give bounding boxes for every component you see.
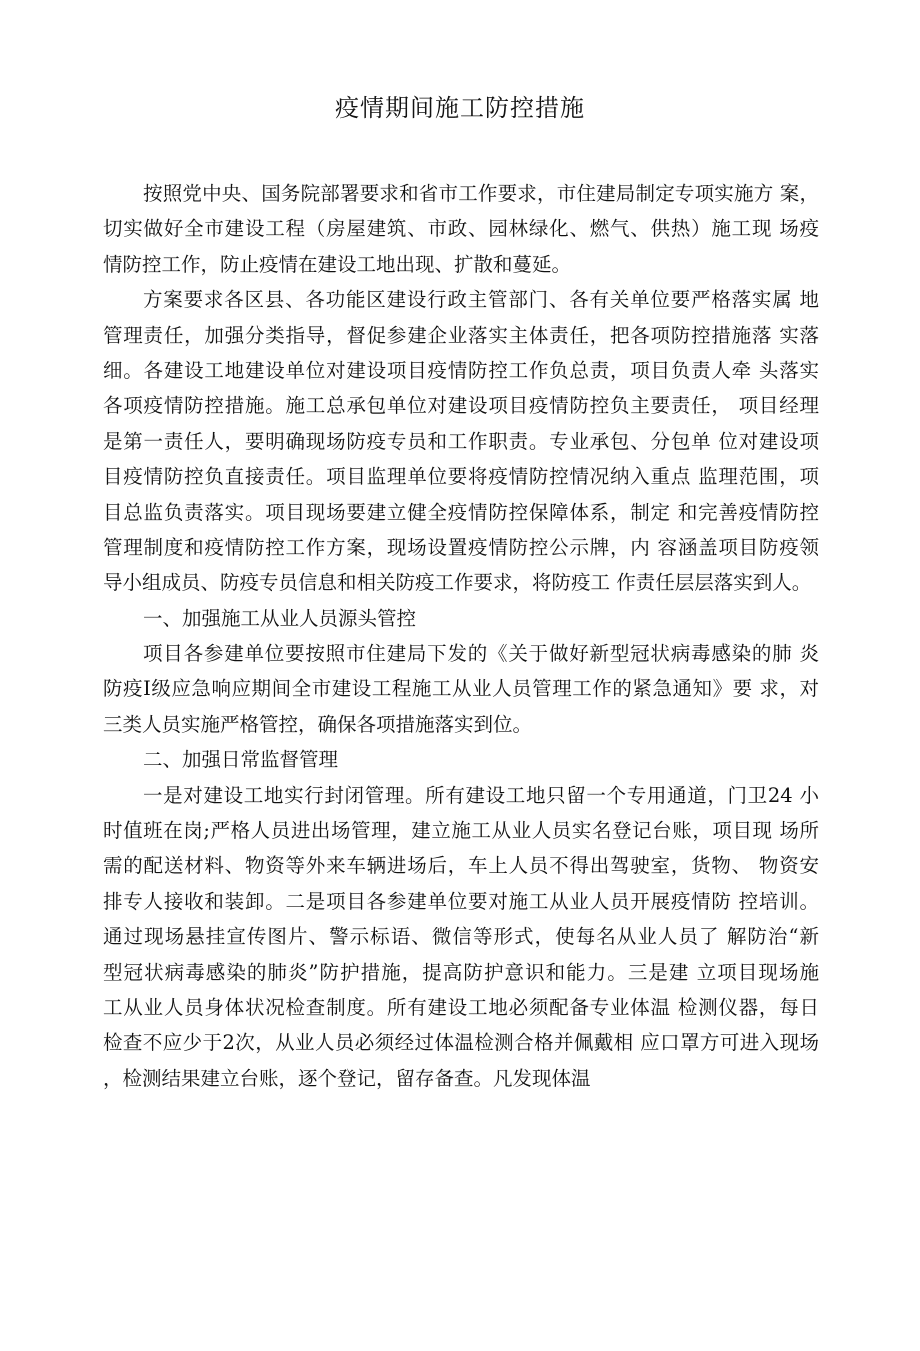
text-line: 通过现场悬挂宣传图片、警示标语、微信等形式，使每名从业人员了 解防治“新: [103, 925, 819, 949]
text-line: 是第一责任人，要明确现场防疫专员和工作职责。专业承包、分包单 位对建设项: [103, 429, 819, 453]
text-line: 工从业人员身体状况检查制度。所有建设工地必须配备专业体温 检测仪器，每日: [103, 995, 819, 1019]
text-line: 防疫I级应急响应期间全市建设工程施工从业人员管理工作的紧急通知》要 求，对: [103, 677, 819, 701]
text-line: 项目各参建单位要按照市住建局下发的《关于做好新型冠状病毒感染的肺 炎: [143, 642, 819, 666]
text-line: 情防控工作，防止疫情在建设工地出现、扩散和蔓延。: [103, 252, 572, 276]
text-line: 三类人员实施严格管控，确保各项措施落实到位。: [103, 712, 533, 736]
text-line: 需的配送材料、物资等外来车辆进场后，车上人员不得出驾驶室，货物、 物资安: [103, 854, 819, 878]
text-line: 目总监负责落实。项目现场要建立健全疫情防控保障体系，制定 和完善疫情防控: [103, 500, 819, 524]
text-line: 各项疫情防控措施。施工总承包单位对建设项目疫情防控负主要责任， 项目经理: [103, 394, 819, 418]
text-line: 按照党中央、国务院部署要求和省市工作要求，市住建局制定专项实施方 案，: [143, 182, 819, 205]
text-line: 方案要求各区县、各功能区建设行政主管部门、各有关单位要严格落实属 地: [143, 288, 819, 312]
text-line: 二、加强日常监督管理: [143, 748, 339, 772]
text-line: ，检测结果建立台账，逐个登记，留存备查。凡发现体温: [103, 1066, 591, 1090]
text-line: 管理责任，加强分类指导，督促参建企业落实主体责任，把各项防控措施落 实落: [103, 323, 819, 347]
text-line: 时值班在岗;严格人员进出场管理，建立施工从业人员实名登记台账，项目现 场所: [103, 819, 819, 843]
text-line: 型冠状病毒感染的肺炎”防护措施，提高防护意识和能力。三是建 立项目现场施: [103, 960, 819, 984]
text-line: 目疫情防控负直接责任。项目监理单位要将疫情防控情况纳入重点 监理范围，项: [103, 465, 819, 489]
text-line: 排专人接收和装卸。二是项目各参建单位要对施工从业人员开展疫情防 控培训。: [103, 889, 819, 913]
document-title: 疫情期间施工防控措施: [335, 94, 585, 122]
text-line: 一是对建设工地实行封闭管理。所有建设工地只留一个专用通道，门卫24 小: [143, 783, 819, 807]
text-line: 一、加强施工从业人员源头管控: [143, 606, 417, 630]
text-line: 细。各建设工地建设单位对建设项目疫情防控工作负总责，项目负责人牵 头落实: [103, 358, 819, 382]
text-line: 管理制度和疫情防控工作方案，现场设置疫情防控公示牌，内 容涵盖项目防疫领: [103, 535, 819, 559]
text-line: 导小组成员、防疫专员信息和相关防疫工作要求，将防疫工 作责任层层落实到人。: [103, 571, 812, 595]
document-body: [103, 176, 819, 1096]
text-line: 检查不应少于2次，从业人员必须经过体温检测合格并佩戴相 应口罩方可进入现场: [103, 1031, 819, 1055]
text-line: 切实做好全市建设工程（房屋建筑、市政、园林绿化、燃气、供热）施工现 场疫: [103, 217, 819, 241]
